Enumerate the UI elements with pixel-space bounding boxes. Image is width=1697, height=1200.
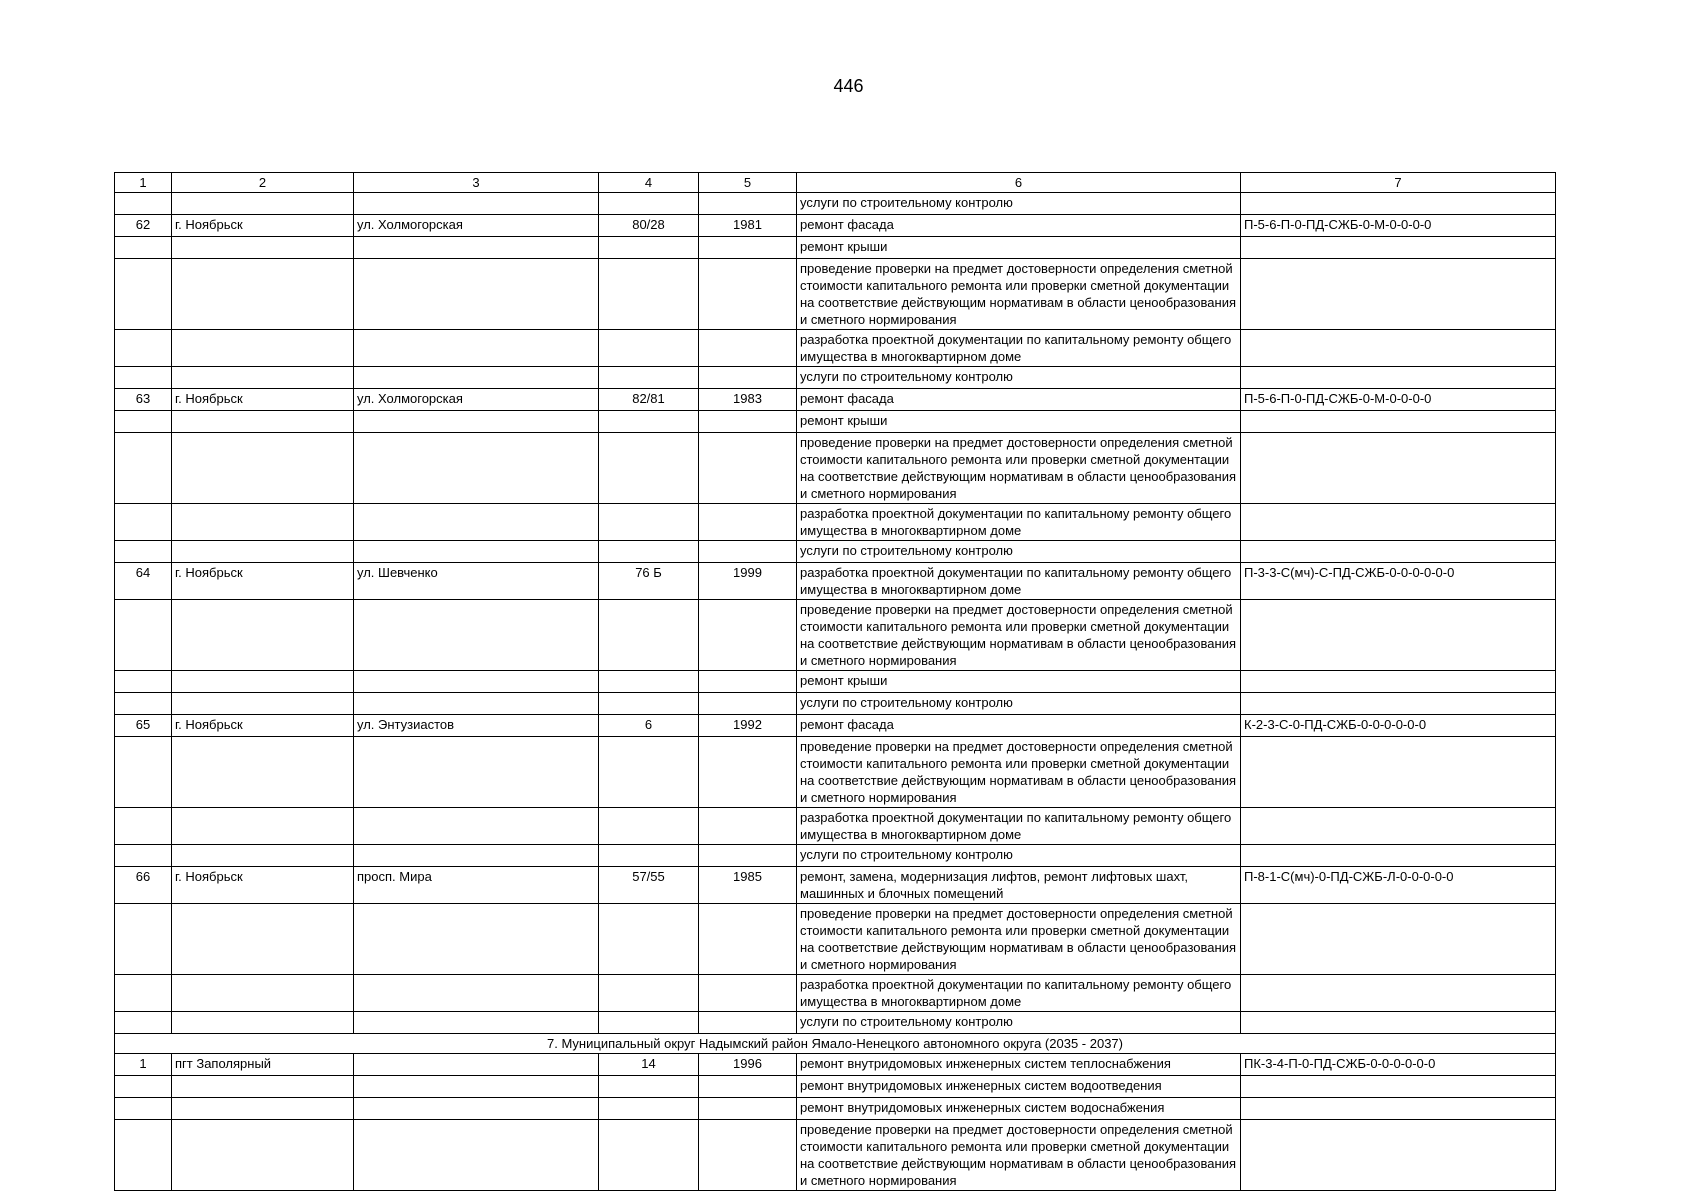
settlement-cell (172, 693, 354, 715)
street-cell: просп. Мира (354, 867, 599, 904)
build-year-cell (699, 411, 797, 433)
street-cell (354, 1012, 599, 1034)
street-cell (354, 845, 599, 867)
build-year-cell (699, 808, 797, 845)
settlement-cell (172, 1012, 354, 1034)
house-number-cell (599, 904, 699, 975)
settlement-cell: пгт Заполярный (172, 1054, 354, 1076)
row-number-cell (115, 737, 172, 808)
table-row (115, 904, 1556, 975)
settlement-cell (172, 330, 354, 367)
build-year-cell: 1983 (699, 389, 797, 411)
row-number-cell (115, 367, 172, 389)
build-year-cell: 1985 (699, 867, 797, 904)
row-number-cell: 1 (115, 1054, 172, 1076)
row-number-cell (115, 845, 172, 867)
row-number-cell (115, 504, 172, 541)
building-code-cell (1241, 330, 1556, 367)
building-code-cell (1241, 975, 1556, 1012)
street-cell: ул. Энтузиастов (354, 715, 599, 737)
house-number-cell (599, 1120, 699, 1191)
work-type-cell: ремонт крыши (797, 411, 1241, 433)
build-year-cell (699, 541, 797, 563)
table-row (115, 1012, 1556, 1034)
street-cell (354, 1076, 599, 1098)
work-type-cell: разработка проектной документации по капитальному ремонту общего имущества в многоквартирном доме (797, 504, 1241, 541)
street-cell (354, 808, 599, 845)
house-number-cell (599, 259, 699, 330)
row-number-cell: 66 (115, 867, 172, 904)
house-number-cell (599, 600, 699, 671)
street-cell (354, 193, 599, 215)
house-number-cell: 57/55 (599, 867, 699, 904)
settlement-cell (172, 367, 354, 389)
page-number: 446 (833, 76, 864, 96)
table-row (115, 389, 1556, 411)
work-type-cell: разработка проектной документации по капитальному ремонту общего имущества в многоквартирном доме (797, 808, 1241, 845)
build-year-cell (699, 1120, 797, 1191)
settlement-cell (172, 1120, 354, 1191)
row-number-cell (115, 975, 172, 1012)
row-number-cell (115, 1076, 172, 1098)
settlement-cell (172, 808, 354, 845)
building-code-cell (1241, 671, 1556, 693)
building-code-cell (1241, 600, 1556, 671)
house-number-cell (599, 1012, 699, 1034)
building-code-cell: ПК-3-4-П-0-ПД-СЖБ-0-0-0-0-0-0 (1241, 1054, 1556, 1076)
column-header-6: 6 (797, 173, 1241, 193)
table-row (115, 411, 1556, 433)
street-cell (354, 693, 599, 715)
row-number-cell: 65 (115, 715, 172, 737)
table-row (115, 433, 1556, 504)
building-code-cell: П-5-6-П-0-ПД-СЖБ-0-М-0-0-0-0 (1241, 215, 1556, 237)
building-code-cell: П-3-3-С(мч)-С-ПД-СЖБ-0-0-0-0-0-0 (1241, 563, 1556, 600)
table-row (115, 715, 1556, 737)
settlement-cell: г. Ноябрьск (172, 389, 354, 411)
work-type-cell: проведение проверки на предмет достоверности определения сметной стоимости капитального ремонта или проверки сметной документации на соответствие действующим нормативам в области ценообразования и сметного нормирования (797, 259, 1241, 330)
work-type-cell: ремонт внутридомовых инженерных систем водоснабжения (797, 1098, 1241, 1120)
build-year-cell: 1992 (699, 715, 797, 737)
build-year-cell (699, 600, 797, 671)
work-type-cell: ремонт крыши (797, 237, 1241, 259)
house-number-cell (599, 845, 699, 867)
table-row (115, 563, 1556, 600)
row-number-cell (115, 541, 172, 563)
house-number-cell: 76 Б (599, 563, 699, 600)
build-year-cell: 1999 (699, 563, 797, 600)
building-code-cell (1241, 904, 1556, 975)
work-type-cell: услуги по строительному контролю (797, 845, 1241, 867)
work-type-cell: услуги по строительному контролю (797, 193, 1241, 215)
house-number-cell (599, 504, 699, 541)
work-type-cell: ремонт внутридомовых инженерных систем водоотведения (797, 1076, 1241, 1098)
work-type-cell: разработка проектной документации по капитальному ремонту общего имущества в многоквартирном доме (797, 330, 1241, 367)
settlement-cell (172, 904, 354, 975)
street-cell (354, 1054, 599, 1076)
build-year-cell (699, 367, 797, 389)
street-cell: ул. Шевченко (354, 563, 599, 600)
work-type-cell: услуги по строительному контролю (797, 367, 1241, 389)
table-row (115, 541, 1556, 563)
row-number-cell (115, 808, 172, 845)
settlement-cell (172, 600, 354, 671)
settlement-cell: г. Ноябрьск (172, 715, 354, 737)
work-type-cell: ремонт фасада (797, 389, 1241, 411)
house-number-cell (599, 193, 699, 215)
house-number-cell (599, 808, 699, 845)
street-cell (354, 504, 599, 541)
house-number-cell (599, 737, 699, 808)
settlement-cell (172, 975, 354, 1012)
work-type-cell: ремонт фасада (797, 215, 1241, 237)
table-row (115, 600, 1556, 671)
row-number-cell (115, 411, 172, 433)
table-row (115, 193, 1556, 215)
build-year-cell (699, 671, 797, 693)
column-header-5: 5 (699, 173, 797, 193)
build-year-cell (699, 1098, 797, 1120)
column-header-7: 7 (1241, 173, 1556, 193)
build-year-cell (699, 904, 797, 975)
work-type-cell: ремонт фасада (797, 715, 1241, 737)
build-year-cell (699, 845, 797, 867)
settlement-cell (172, 541, 354, 563)
house-number-cell (599, 693, 699, 715)
work-type-cell: проведение проверки на предмет достоверности определения сметной стоимости капитального ремонта или проверки сметной документации на соответствие действующим нормативам в области ценообразования и сметного нормирования (797, 433, 1241, 504)
table-row (115, 1076, 1556, 1098)
table-row (115, 975, 1556, 1012)
row-number-cell (115, 904, 172, 975)
settlement-cell (172, 259, 354, 330)
row-number-cell (115, 693, 172, 715)
column-header-1: 1 (115, 173, 172, 193)
row-number-cell (115, 1098, 172, 1120)
house-number-cell (599, 433, 699, 504)
street-cell (354, 737, 599, 808)
building-code-cell (1241, 737, 1556, 808)
table-row (115, 330, 1556, 367)
row-number-cell (115, 671, 172, 693)
region-header-row (115, 1034, 1556, 1054)
house-number-cell (599, 975, 699, 1012)
table-row (115, 693, 1556, 715)
table-row (115, 367, 1556, 389)
street-cell (354, 904, 599, 975)
street-cell (354, 600, 599, 671)
region-title: 7. Муниципальный округ Надымский район Ямало-Ненецкого автономного округа (2035 - 2037) (115, 1034, 1556, 1054)
table-row (115, 1120, 1556, 1191)
settlement-cell (172, 737, 354, 808)
house-number-cell (599, 411, 699, 433)
table-row (115, 808, 1556, 845)
house-number-cell: 14 (599, 1054, 699, 1076)
build-year-cell (699, 975, 797, 1012)
row-number-cell (115, 193, 172, 215)
build-year-cell (699, 1012, 797, 1034)
work-type-cell: разработка проектной документации по капитальному ремонту общего имущества в многоквартирном доме (797, 975, 1241, 1012)
street-cell (354, 433, 599, 504)
building-code-cell: П-5-6-П-0-ПД-СЖБ-0-М-0-0-0-0 (1241, 389, 1556, 411)
row-number-cell: 63 (115, 389, 172, 411)
settlement-cell (172, 504, 354, 541)
work-type-cell: ремонт внутридомовых инженерных систем теплоснабжения (797, 1054, 1241, 1076)
house-number-cell: 6 (599, 715, 699, 737)
build-year-cell (699, 1076, 797, 1098)
row-number-cell (115, 1012, 172, 1034)
building-code-cell (1241, 693, 1556, 715)
settlement-cell: г. Ноябрьск (172, 563, 354, 600)
table-row (115, 737, 1556, 808)
row-number-cell (115, 259, 172, 330)
building-code-cell (1241, 193, 1556, 215)
street-cell (354, 259, 599, 330)
column-header-4: 4 (599, 173, 699, 193)
table-body (115, 193, 1556, 1191)
build-year-cell (699, 433, 797, 504)
house-number-cell (599, 330, 699, 367)
table-row (115, 1098, 1556, 1120)
build-year-cell (699, 330, 797, 367)
street-cell (354, 975, 599, 1012)
work-type-cell: проведение проверки на предмет достоверности определения сметной стоимости капитального ремонта или проверки сметной документации на соответствие действующим нормативам в области ценообразования и сметного нормирования (797, 1120, 1241, 1191)
building-code-cell: К-2-3-С-0-ПД-СЖБ-0-0-0-0-0-0 (1241, 715, 1556, 737)
row-number-cell: 62 (115, 215, 172, 237)
street-cell (354, 541, 599, 563)
house-number-cell: 82/81 (599, 389, 699, 411)
settlement-cell (172, 237, 354, 259)
build-year-cell (699, 504, 797, 541)
building-code-cell (1241, 433, 1556, 504)
work-type-cell: ремонт, замена, модернизация лифтов, ремонт лифтовых шахт, машинных и блочных помещений (797, 867, 1241, 904)
building-code-cell (1241, 845, 1556, 867)
building-code-cell (1241, 541, 1556, 563)
build-year-cell (699, 693, 797, 715)
settlement-cell (172, 845, 354, 867)
build-year-cell (699, 737, 797, 808)
settlement-cell (172, 671, 354, 693)
table-row (115, 215, 1556, 237)
settlement-cell: г. Ноябрьск (172, 867, 354, 904)
repair-program-table (114, 172, 1556, 1191)
settlement-cell (172, 1076, 354, 1098)
work-type-cell: разработка проектной документации по капитальному ремонту общего имущества в многоквартирном доме (797, 563, 1241, 600)
row-number-cell (115, 1120, 172, 1191)
street-cell (354, 237, 599, 259)
column-number-header (115, 173, 1556, 193)
table-row (115, 867, 1556, 904)
row-number-cell: 64 (115, 563, 172, 600)
build-year-cell (699, 193, 797, 215)
table-row (115, 259, 1556, 330)
table-row (115, 671, 1556, 693)
work-type-cell: услуги по строительному контролю (797, 693, 1241, 715)
building-code-cell (1241, 259, 1556, 330)
build-year-cell: 1981 (699, 215, 797, 237)
build-year-cell: 1996 (699, 1054, 797, 1076)
street-cell (354, 1120, 599, 1191)
row-number-cell (115, 600, 172, 671)
table-row (115, 1054, 1556, 1076)
street-cell (354, 367, 599, 389)
work-type-cell: услуги по строительному контролю (797, 541, 1241, 563)
house-number-cell (599, 237, 699, 259)
house-number-cell: 80/28 (599, 215, 699, 237)
table-row (115, 237, 1556, 259)
house-number-cell (599, 671, 699, 693)
row-number-cell (115, 237, 172, 259)
building-code-cell (1241, 1076, 1556, 1098)
building-code-cell (1241, 411, 1556, 433)
table-row (115, 845, 1556, 867)
build-year-cell (699, 259, 797, 330)
building-code-cell (1241, 1012, 1556, 1034)
street-cell: ул. Холмогорская (354, 215, 599, 237)
house-number-cell (599, 1076, 699, 1098)
house-number-cell (599, 541, 699, 563)
building-code-cell: П-8-1-С(мч)-0-ПД-СЖБ-Л-0-0-0-0-0 (1241, 867, 1556, 904)
column-header-3: 3 (354, 173, 599, 193)
house-number-cell (599, 1098, 699, 1120)
work-type-cell: проведение проверки на предмет достоверности определения сметной стоимости капитального ремонта или проверки сметной документации на соответствие действующим нормативам в области ценообразования и сметного нормирования (797, 737, 1241, 808)
settlement-cell (172, 1098, 354, 1120)
build-year-cell (699, 237, 797, 259)
building-code-cell (1241, 1098, 1556, 1120)
work-type-cell: ремонт крыши (797, 671, 1241, 693)
work-type-cell: проведение проверки на предмет достоверности определения сметной стоимости капитального ремонта или проверки сметной документации на соответствие действующим нормативам в области ценообразования и сметного нормирования (797, 600, 1241, 671)
building-code-cell (1241, 504, 1556, 541)
house-number-cell (599, 367, 699, 389)
building-code-cell (1241, 808, 1556, 845)
street-cell (354, 411, 599, 433)
settlement-cell (172, 193, 354, 215)
street-cell (354, 1098, 599, 1120)
building-code-cell (1241, 367, 1556, 389)
settlement-cell: г. Ноябрьск (172, 215, 354, 237)
street-cell: ул. Холмогорская (354, 389, 599, 411)
street-cell (354, 671, 599, 693)
row-number-cell (115, 330, 172, 367)
work-type-cell: услуги по строительному контролю (797, 1012, 1241, 1034)
settlement-cell (172, 411, 354, 433)
building-code-cell (1241, 1120, 1556, 1191)
street-cell (354, 330, 599, 367)
work-type-cell: проведение проверки на предмет достоверности определения сметной стоимости капитального ремонта или проверки сметной документации на соответствие действующим нормативам в области ценообразования и сметного нормирования (797, 904, 1241, 975)
building-code-cell (1241, 237, 1556, 259)
settlement-cell (172, 433, 354, 504)
table-row (115, 504, 1556, 541)
column-header-2: 2 (172, 173, 354, 193)
header-row (115, 173, 1556, 193)
row-number-cell (115, 433, 172, 504)
